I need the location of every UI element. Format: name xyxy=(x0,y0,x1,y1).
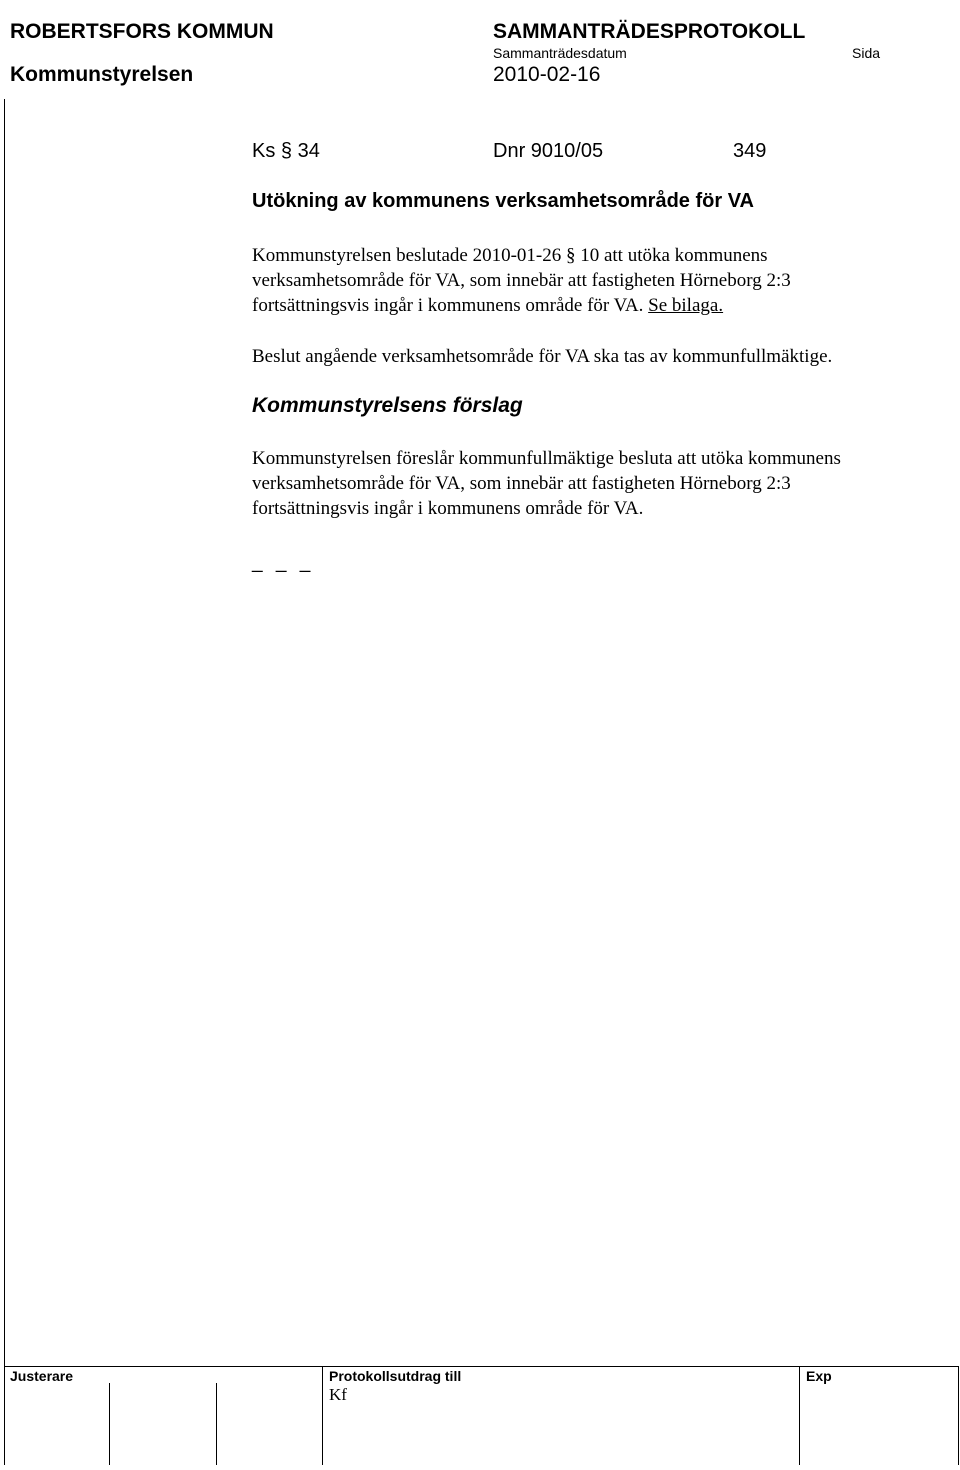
document-type: SAMMANTRÄDESPROTOKOLL xyxy=(493,20,806,43)
organization-name: ROBERTSFORS KOMMUN xyxy=(10,20,274,43)
paragraph-line: Kommunstyrelsen föreslår kommunfullmäktige besluta att utöka kommunens xyxy=(252,448,841,469)
paragraph-line: Kommunstyrelsen beslutade 2010-01-26 § 10 att utöka kommunens xyxy=(252,245,768,266)
extract-recipient: Kf xyxy=(329,1385,347,1404)
paragraph-line xyxy=(252,293,791,318)
extract-recipients-label: Protokollsutdrag till xyxy=(329,1368,462,1384)
attachment-link[interactable]: Se bilaga. xyxy=(648,295,724,316)
footer-signature-divider xyxy=(109,1383,110,1465)
case-title: Utökning av kommunens verksamhetsområde för VA xyxy=(252,190,754,212)
paragraph-line: verksamhetsområde för VA, som innebär att fastigheten Hörneborg 2:3 xyxy=(252,270,791,291)
paragraph-proposal xyxy=(252,446,841,521)
footer-column-divider xyxy=(799,1366,800,1465)
end-marker: _ _ _ xyxy=(252,552,315,573)
paragraph-decision-note: Beslut angående verksamhetsområde för VA ska tas av kommunfullmäktige. xyxy=(252,346,833,367)
meeting-date-label: Sammanträdesdatum xyxy=(493,45,627,61)
footer-signature-table xyxy=(4,1366,959,1465)
paragraph-line: fortsättningsvis ingår i kommunens område för VA. xyxy=(252,498,644,519)
justerare-label: Justerare xyxy=(10,1368,74,1384)
footer-signature-divider xyxy=(216,1383,217,1465)
governing-body: Kommunstyrelsen xyxy=(10,63,194,86)
case-page-number: 349 xyxy=(733,140,767,162)
dispatch-label: Exp xyxy=(806,1368,832,1384)
meeting-date: 2010-02-16 xyxy=(493,63,601,86)
footer-column-divider xyxy=(4,1366,5,1465)
case-diary-number: Dnr 9010/05 xyxy=(493,140,604,162)
left-margin-rule xyxy=(4,99,5,1367)
footer-column-divider xyxy=(322,1366,323,1465)
case-paragraph-number: Ks § 34 xyxy=(252,140,320,162)
page-label: Sida xyxy=(852,45,881,61)
paragraph-background xyxy=(252,243,791,318)
paragraph-line: verksamhetsområde för VA, som innebär att fastigheten Hörneborg 2:3 xyxy=(252,473,791,494)
footer-column-divider xyxy=(958,1366,959,1465)
paragraph-text: fortsättningsvis ingår i kommunens område för VA. xyxy=(252,295,649,316)
footer-top-rule xyxy=(4,1366,959,1367)
proposal-heading: Kommunstyrelsens förslag xyxy=(252,394,523,417)
